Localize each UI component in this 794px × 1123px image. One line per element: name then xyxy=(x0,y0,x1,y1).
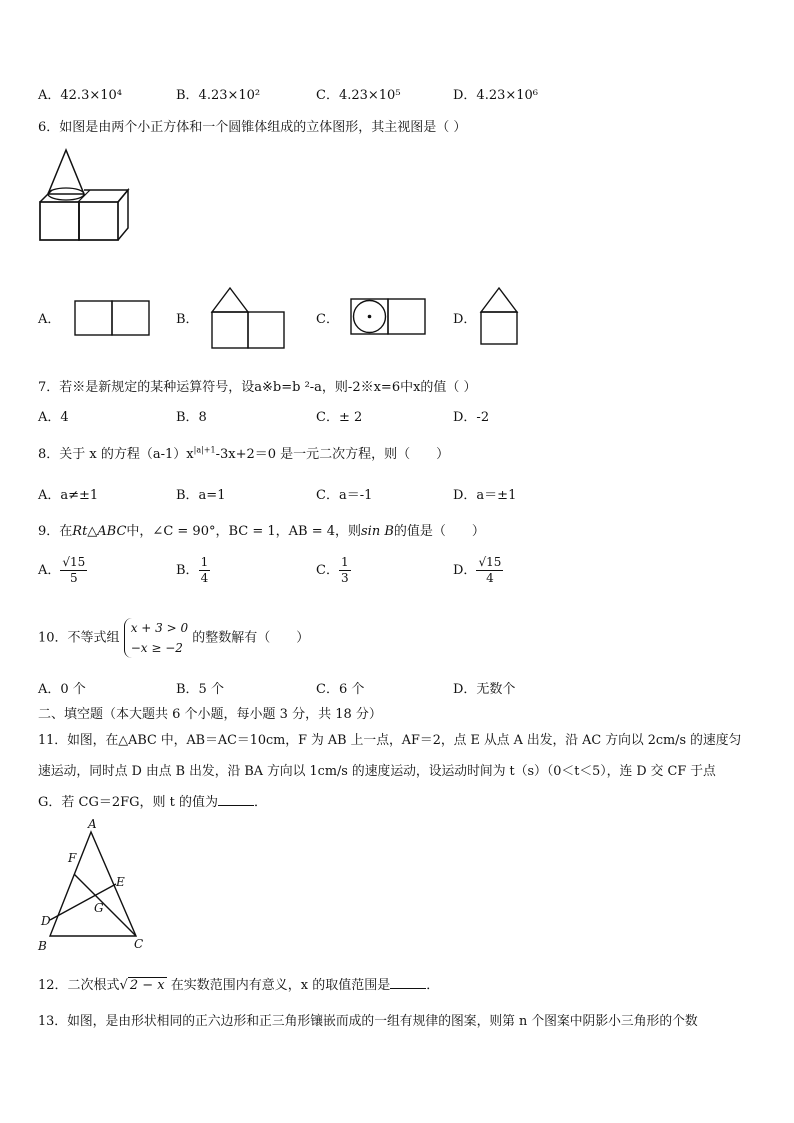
q6-stem: 6．如图是由两个小正方体和一个圆锥体组成的立体图形，其主视图是（ ） xyxy=(38,120,467,135)
q10-option-c: C．6 个 xyxy=(316,682,365,697)
q10-stem xyxy=(38,618,309,658)
label-g: G xyxy=(94,901,104,915)
q9-option-a xyxy=(38,555,87,586)
label-e: E xyxy=(116,875,125,889)
fraction-numerator: 1 xyxy=(340,555,349,569)
q13-line-1: 13．如图，是由形状相同的正六边形和正三角形镶嵌而成的一组有规律的图案，则第 n 个图案中阴影小三角形的个数 xyxy=(38,1014,698,1029)
fraction-numerator: √15 xyxy=(62,555,86,569)
q11-line-3 xyxy=(38,791,267,810)
q5-option-b: B．4.23×10² xyxy=(176,88,261,103)
fraction-numerator: √15 xyxy=(478,555,502,569)
q6-option-a-figure xyxy=(74,300,150,338)
radicand: 2 − x xyxy=(129,978,165,993)
q12-mid: 在实数范围内有意义，x 的取值范围是 xyxy=(170,978,391,993)
q11-line-3-post: ． xyxy=(254,795,268,810)
label-a: A xyxy=(88,817,97,831)
q9-option-b-fraction xyxy=(199,555,211,586)
q9-stem xyxy=(38,520,485,539)
answer-blank xyxy=(390,976,426,989)
q9-option-a-label: A． xyxy=(38,563,61,578)
q5-option-a: A．42.3×10⁴ xyxy=(38,88,122,103)
q9-stem-mid: 中，∠C = 90°，BC = 1，AB = 4，则 xyxy=(126,524,361,539)
q6-option-d-figure xyxy=(480,286,520,346)
q10-option-d: D．无数个 xyxy=(453,682,516,697)
q7-option-d: D．-2 xyxy=(453,410,490,425)
q12-post: ． xyxy=(426,978,440,993)
q12-stem: 12．二次根式√ 2 − x 在实数范围内有意义，x 的取值范围是 ． xyxy=(38,978,440,993)
q9-option-c-label: C． xyxy=(316,563,339,578)
label-d: D xyxy=(41,914,51,928)
q9-stem-pre: 9．在 xyxy=(38,524,73,539)
q6-option-b-figure xyxy=(210,286,288,350)
label-f: F xyxy=(68,851,77,865)
fraction-denominator: 4 xyxy=(200,571,209,585)
q9-option-c-fraction xyxy=(339,555,351,586)
q6-option-d: D． xyxy=(453,312,477,327)
fraction-denominator: 3 xyxy=(340,571,349,585)
label-c: C xyxy=(134,937,144,951)
q7-option-c: C．± 2 xyxy=(316,410,363,425)
q11-line-2: 速运动，同时点 D 由点 B 出发，沿 BA 方向以 1cm/s 的速度运动，设运动时间为 t（s）（0＜t＜5），连 D 交 CF 于点 xyxy=(38,764,716,779)
q7-stem: 7．若※是新规定的某种运算符号，设a※b=b ²-a，则-2※x=6中x的值（ ） xyxy=(38,380,477,395)
answer-blank xyxy=(218,793,254,806)
q9-option-c xyxy=(316,555,351,586)
q8-stem-post: -3x+2＝0 是一元二次方程，则（ ） xyxy=(215,447,450,462)
section-heading: 二、填空题（本大题共 6 个小题，每小题 3 分，共 18 分） xyxy=(38,707,382,722)
q8-stem-pre: 8．关于 x 的方程（a-1）x xyxy=(38,447,194,462)
q8-option-d: D．a＝±1 xyxy=(453,488,517,503)
inequality-line-1: x + 3 > 0 xyxy=(130,621,189,635)
q9-option-d xyxy=(453,555,503,586)
q10-option-a: A．0 个 xyxy=(38,682,86,697)
q5-option-d: D．4.23×10⁶ xyxy=(453,88,539,103)
q11-line-1: 11．如图，在△ABC 中，AB＝AC＝10cm，F 为 AB 上一点，AF＝2，点 E 从点 A 出发，沿 AC 方向以 2cm/s 的速度匀 xyxy=(38,733,742,748)
q9-option-d-label: D． xyxy=(453,563,477,578)
q9-option-b-label: B． xyxy=(176,563,199,578)
fraction-denominator: 5 xyxy=(70,571,78,585)
q8-option-a: A．a≠±1 xyxy=(38,488,99,503)
q9-sin: sin B xyxy=(361,524,394,539)
q7-option-b: B．8 xyxy=(176,410,207,425)
label-b: B xyxy=(38,939,47,953)
q12-pre: 12．二次根式 xyxy=(38,978,120,993)
q6-option-c: C． xyxy=(316,312,339,327)
inequality-line-2: −x ≥ −2 xyxy=(130,641,183,655)
q8-option-b: B．a=1 xyxy=(176,488,226,503)
q9-stem-post: 的值是（ ） xyxy=(393,524,485,539)
q11-triangle-figure xyxy=(36,816,148,954)
q5-option-c: C．4.23×10⁵ xyxy=(316,88,401,103)
q10-stem-pre: 10．不等式组 xyxy=(38,630,120,646)
q11-line-3-pre: G．若 CG＝2FG，则 t 的值为 xyxy=(38,795,219,810)
q9-option-d-fraction xyxy=(476,555,503,586)
inequality-system xyxy=(124,618,188,658)
q10-option-b: B．5 个 xyxy=(176,682,224,697)
fraction-denominator: 4 xyxy=(486,571,494,585)
q6-solid-figure xyxy=(38,148,138,244)
q9-option-b xyxy=(176,555,210,586)
fraction-numerator: 1 xyxy=(200,555,209,569)
q8-option-c: C．a＝-1 xyxy=(316,488,373,503)
q6-option-c-figure xyxy=(350,298,426,336)
q9-triangle: Rt△ABC xyxy=(72,524,127,539)
q6-option-a: A． xyxy=(38,312,61,327)
q9-option-a-fraction xyxy=(60,555,87,586)
q8-stem xyxy=(38,443,449,462)
q6-option-b: B． xyxy=(176,312,199,327)
q7-option-a: A．4 xyxy=(38,410,69,425)
q10-stem-post: 的整数解有（ ） xyxy=(192,630,310,646)
q8-exponent: |a|+1 xyxy=(193,445,216,455)
